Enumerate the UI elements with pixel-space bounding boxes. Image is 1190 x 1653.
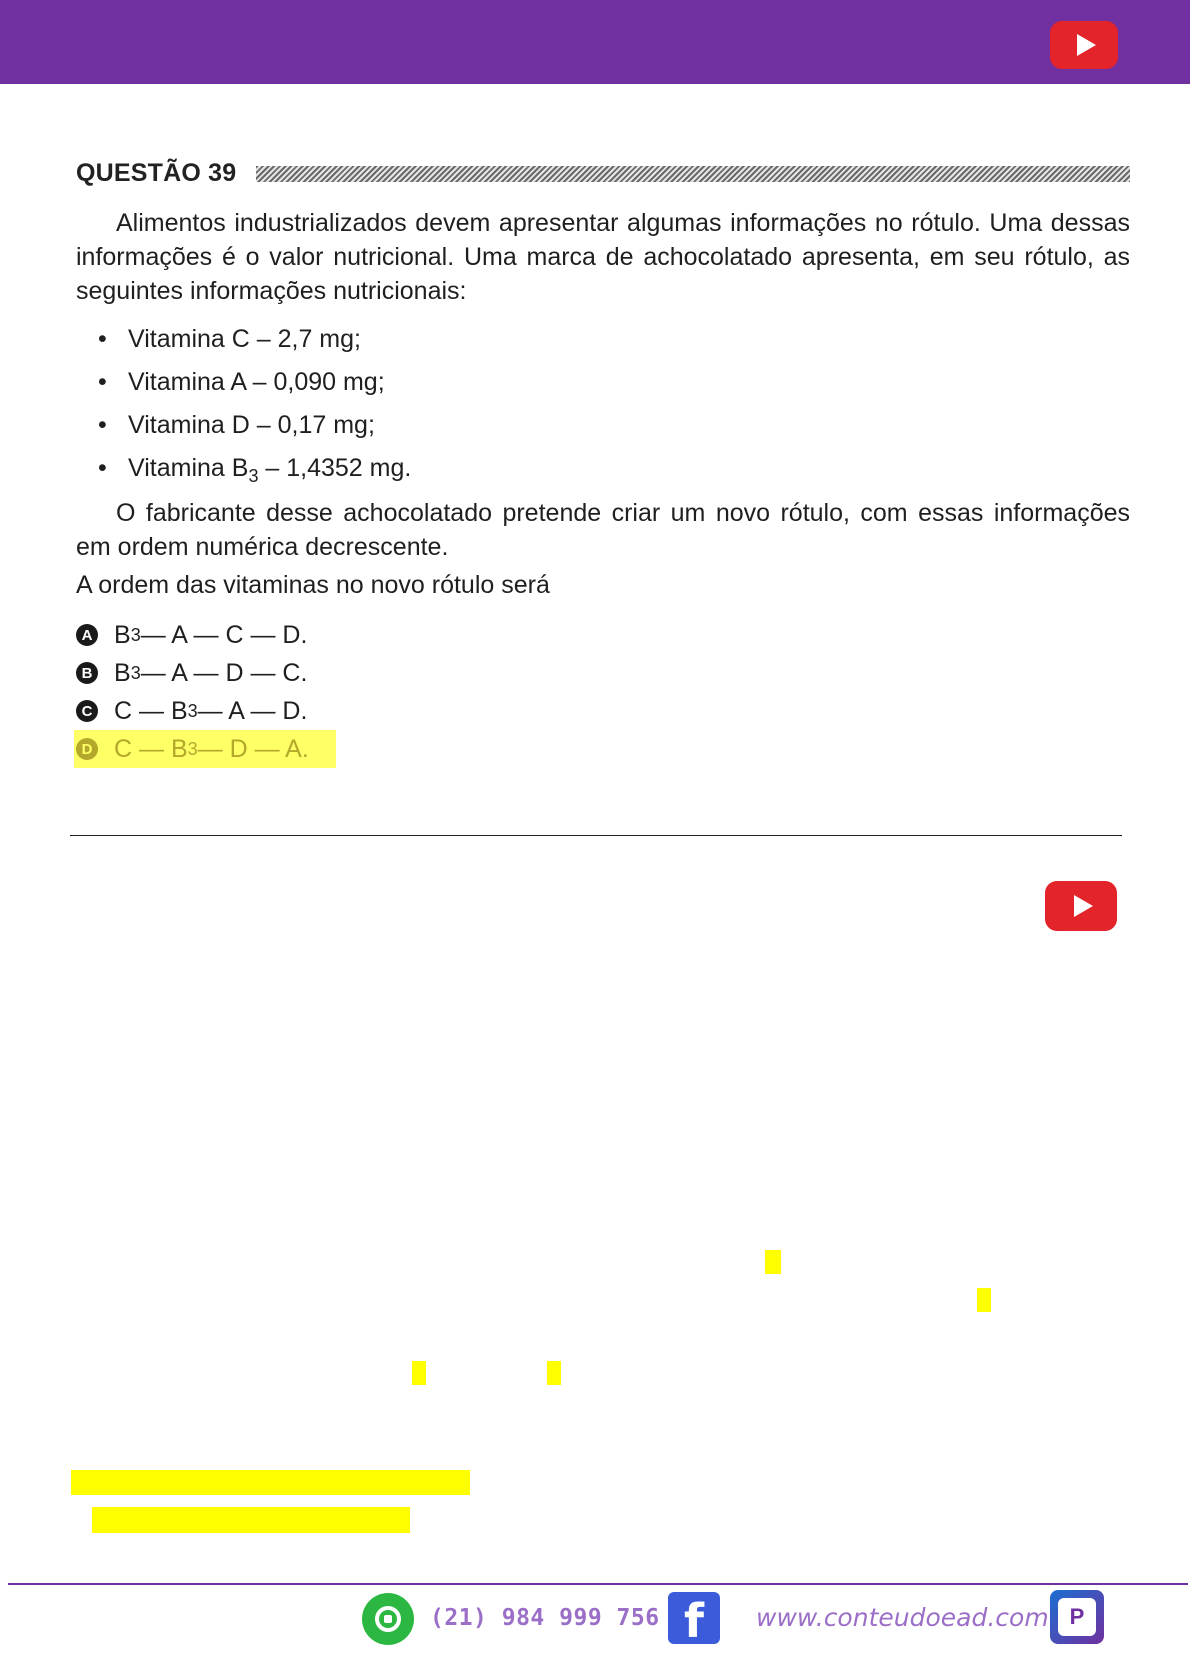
highlight-bar — [71, 1470, 470, 1495]
option-text: C — B — [114, 734, 188, 763]
section-divider — [70, 835, 1122, 836]
youtube-play-icon[interactable] — [1050, 21, 1118, 69]
second-paragraph — [76, 496, 1130, 564]
website-link[interactable]: www.conteudoead.com — [756, 1603, 1049, 1632]
play-triangle-icon — [1077, 34, 1096, 56]
subscript: 3 — [248, 466, 259, 486]
header-hatch-divider — [256, 166, 1130, 182]
question-title: QUESTÃO 39 — [76, 158, 237, 187]
phone-number[interactable]: (21) 984 999 756 — [430, 1605, 660, 1631]
list-item-text: – 1,4352 mg. — [258, 454, 412, 482]
highlight-mark — [547, 1361, 561, 1385]
option-b[interactable]: B B 3 — A — D — C. — [76, 654, 336, 692]
phone-glyph-icon — [375, 1606, 401, 1632]
list-item-text: Vitamina D – 0,17 mg; — [128, 411, 375, 439]
highlight-mark — [977, 1288, 991, 1312]
option-letter-badge: A — [76, 624, 98, 646]
footer-divider — [8, 1583, 1188, 1585]
youtube-play-icon[interactable] — [1045, 881, 1117, 931]
brand-logo-icon[interactable] — [1050, 1590, 1104, 1644]
option-text: — D — A. — [197, 734, 309, 763]
nutrition-list — [98, 318, 411, 490]
option-text: — A — D — C. — [140, 658, 308, 687]
second-paragraph-text: O fabricante desse achocolatado pretende criar um novo rótulo, com essas informações em ordem numérica decrescente. — [76, 499, 1130, 561]
top-banner — [0, 0, 1190, 84]
highlight-mark — [765, 1250, 781, 1274]
logo-glyph: P — [1058, 1598, 1096, 1636]
answer-options — [76, 616, 336, 768]
list-item: • Vitamina C – 2,7 mg; — [98, 325, 361, 353]
option-text: C — B — [114, 696, 188, 725]
option-text: B — [114, 620, 131, 649]
option-letter-badge: D — [76, 738, 98, 760]
list-item-text: Vitamina B — [128, 454, 249, 482]
option-text: B — [114, 658, 131, 687]
option-d-selected[interactable]: D C — B 3 — D — A. — [74, 730, 336, 768]
question-prompt: A ordem das vitaminas no novo rótulo será — [76, 571, 550, 599]
option-text: — A — D. — [197, 696, 308, 725]
option-a[interactable]: A B 3 — A — C — D. — [76, 616, 336, 654]
list-item: • Vitamina D – 0,17 mg; — [98, 411, 375, 439]
option-letter-badge: C — [76, 700, 98, 722]
intro-paragraph — [76, 206, 1130, 308]
highlight-bar — [92, 1507, 410, 1533]
list-item: • Vitamina $B_3 - 1,4352$ mg. — [98, 454, 412, 486]
list-item-text: Vitamina C – 2,7 mg; — [128, 325, 361, 353]
whatsapp-icon[interactable] — [362, 1593, 414, 1645]
option-c[interactable]: C C — B 3 — A — D. — [76, 692, 336, 730]
list-item-text: Vitamina A – 0,090 mg; — [128, 368, 385, 396]
question-header — [76, 158, 1130, 188]
play-triangle-icon — [1074, 895, 1093, 917]
option-text: — A — C — D. — [140, 620, 308, 649]
intro-text: Alimentos industrializados devem apresentar algumas informações no rótulo. Uma dessas informações é o valor nutricional. Uma marca de achocolatado apresenta, em seu rótulo, as seguintes informações nutricionais: — [76, 209, 1130, 305]
option-letter-badge: B — [76, 662, 98, 684]
highlight-mark — [412, 1361, 426, 1385]
list-item: • Vitamina A – 0,090 mg; — [98, 368, 385, 396]
facebook-icon[interactable]: f — [668, 1592, 720, 1644]
